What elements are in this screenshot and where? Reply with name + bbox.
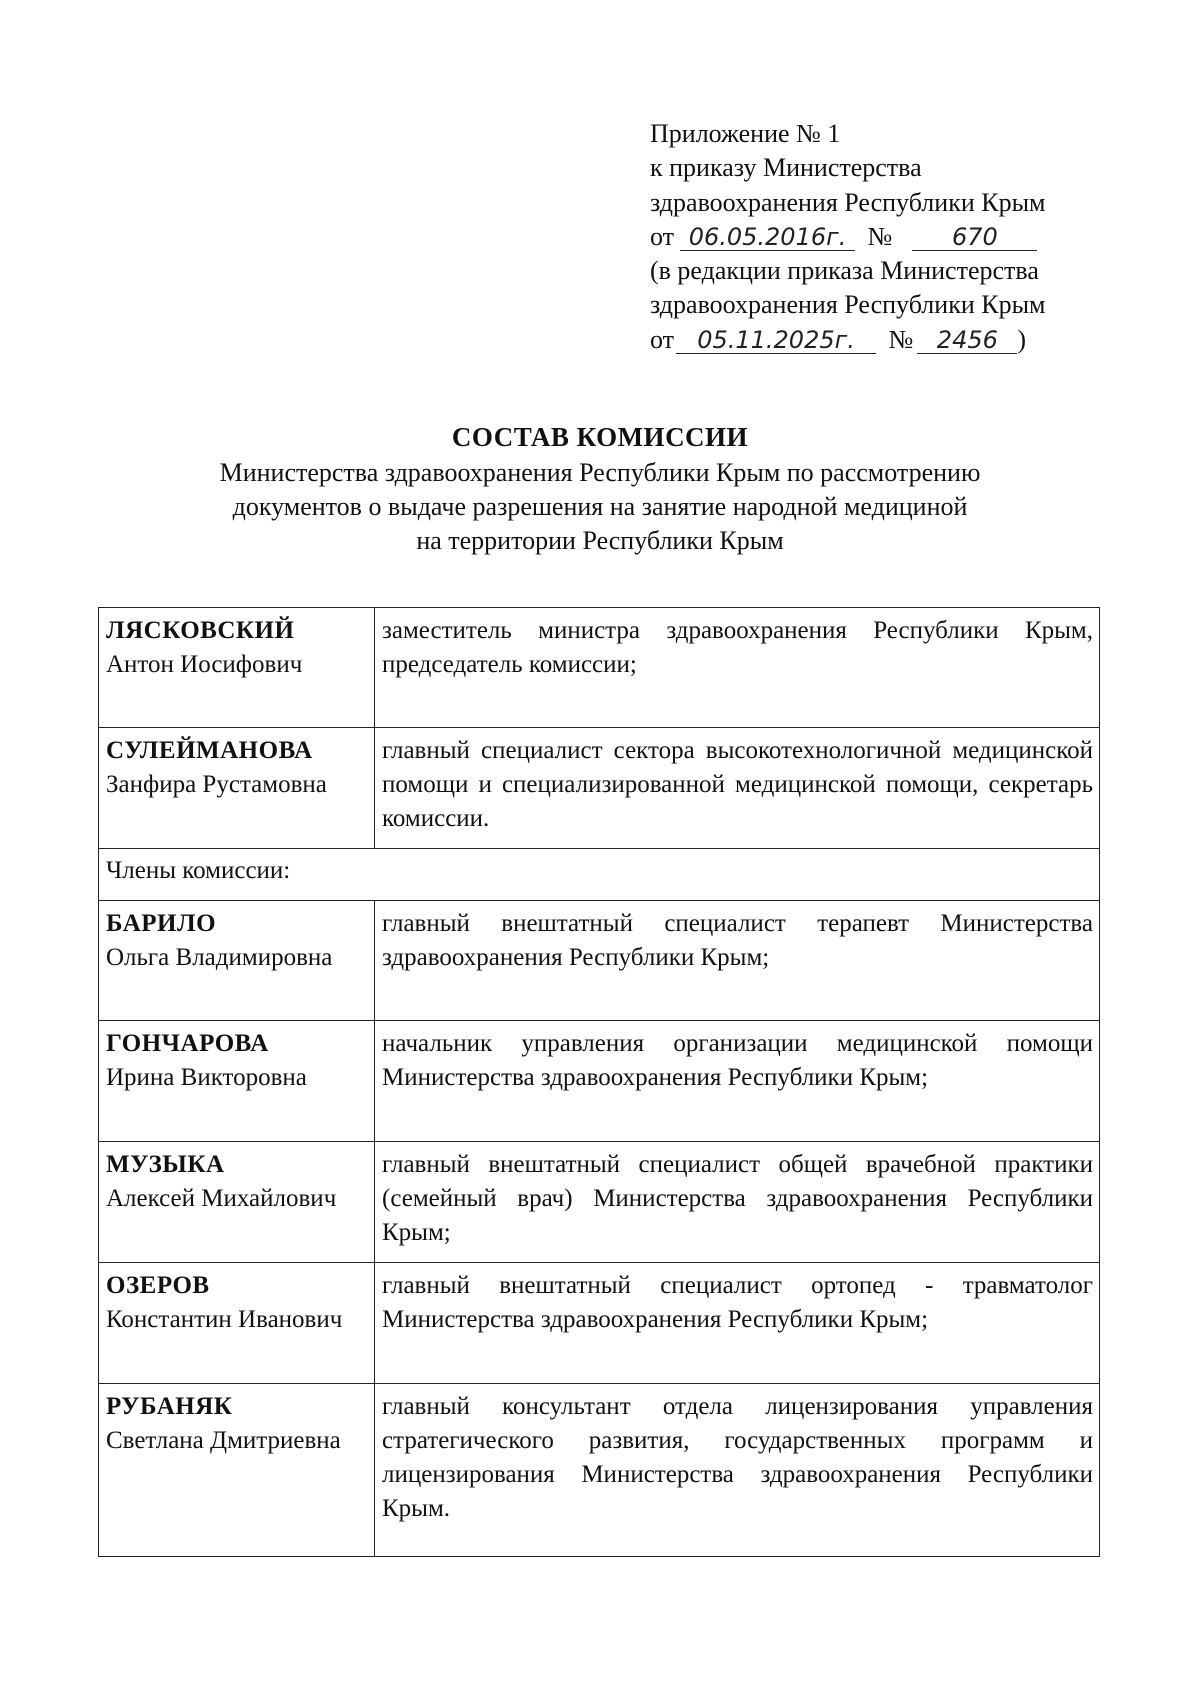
table-row: [99, 1021, 1100, 1142]
member-name-cell: [99, 1142, 375, 1263]
appendix-header: [650, 117, 1130, 357]
revision-number-label: №: [888, 324, 914, 354]
member-role: главный внештатный специалист терапевт Министерства здравоохранения Республики Крым;: [375, 901, 1100, 1021]
member-role: главный внештатный специалист общей врачебной практики (семейный врач) Министерства здравоохранения Республики Крым;: [375, 1142, 1100, 1263]
table-row: [99, 1384, 1100, 1557]
table-row-chairman: [99, 608, 1100, 728]
revision-from-label: от: [650, 324, 675, 354]
member-given-name: Антон Иосифович: [106, 651, 303, 678]
member-given-name: Константин Иванович: [106, 1306, 343, 1333]
member-name-cell: [99, 901, 375, 1021]
member-given-name: Занфира Рустамовна: [106, 771, 327, 798]
member-name-cell: [99, 728, 375, 849]
table-row: [99, 1142, 1100, 1263]
member-surname: ОЗЕРОВ: [106, 1272, 210, 1299]
members-section-label: Члены комиссии:: [99, 849, 1100, 901]
table-row-members-label: [99, 849, 1100, 901]
member-role: главный консультант отдела лицензирования управления стратегического развития, государственных программ и лицензирования Министерства здравоохранения Республики Крым.: [375, 1384, 1100, 1557]
member-name-cell: [99, 608, 375, 728]
appendix-title: Приложение № 1: [650, 119, 841, 148]
member-surname: ГОНЧАРОВА: [106, 1030, 269, 1057]
member-surname: МУЗЫКА: [106, 1151, 225, 1178]
member-role: начальник управления организации медицинской помощи Министерства здравоохранения Республики Крым;: [375, 1021, 1100, 1142]
member-name-cell: [99, 1384, 375, 1557]
commission-table: [98, 607, 1100, 1557]
member-surname: СУЛЕЙМАНОВА: [106, 737, 313, 764]
subtitle-line-2: документов о выдаче разрешения на занятие народной медициной: [232, 492, 968, 521]
table-row: [99, 1263, 1100, 1384]
appendix-ministry: здравоохранения Республики Крым: [650, 187, 1046, 217]
original-number: 670: [912, 224, 1037, 251]
member-surname: БАРИЛО: [106, 910, 217, 937]
document-title-block: [100, 418, 1100, 558]
revision-date: 05.11.2025г.: [676, 327, 876, 354]
member-given-name: Ирина Викторовна: [106, 1064, 307, 1091]
number-label: №: [867, 221, 893, 251]
subtitle-line-3: на территории Республики Крым: [416, 526, 784, 555]
original-date: 06.05.2016г.: [680, 224, 855, 251]
member-name-cell: [99, 1263, 375, 1384]
member-name-cell: [99, 1021, 375, 1142]
appendix-revision-order: [650, 323, 1130, 357]
from-label: от: [650, 221, 675, 251]
subtitle-line-1: Министерства здравоохранения Республики Крым по рассмотрению: [219, 458, 981, 487]
member-given-name: Ольга Владимировна: [106, 944, 333, 971]
table-row-secretary: [99, 728, 1100, 849]
member-role: главный специалист сектора высокотехнологичной медицинской помощи и специализированной медицинской помощи, секретарь комиссии.: [375, 728, 1100, 849]
table-row: [99, 901, 1100, 1021]
appendix-revision-ministry: здравоохранения Республики Крым: [650, 290, 1046, 320]
member-surname: РУБАНЯК: [106, 1393, 233, 1420]
member-role: заместитель министра здравоохранения Республики Крым, председатель комиссии;: [375, 608, 1100, 728]
appendix-revision-note: (в редакции приказа Министерства: [650, 256, 1039, 286]
appendix-order-ref: к приказу Министерства: [650, 153, 922, 183]
member-role: главный внештатный специалист ортопед - травматолог Министерства здравоохранения Республики Крым;: [375, 1263, 1100, 1384]
revision-number: 2456: [917, 327, 1017, 354]
member-surname: ЛЯСКОВСКИЙ: [106, 617, 295, 644]
member-given-name: Алексей Михайлович: [106, 1185, 337, 1212]
closing-paren: ): [1017, 324, 1027, 354]
appendix-original-order: [650, 220, 1130, 254]
document-title: СОСТАВ КОМИССИИ: [451, 422, 749, 452]
member-given-name: Светлана Дмитриевна: [106, 1427, 341, 1454]
